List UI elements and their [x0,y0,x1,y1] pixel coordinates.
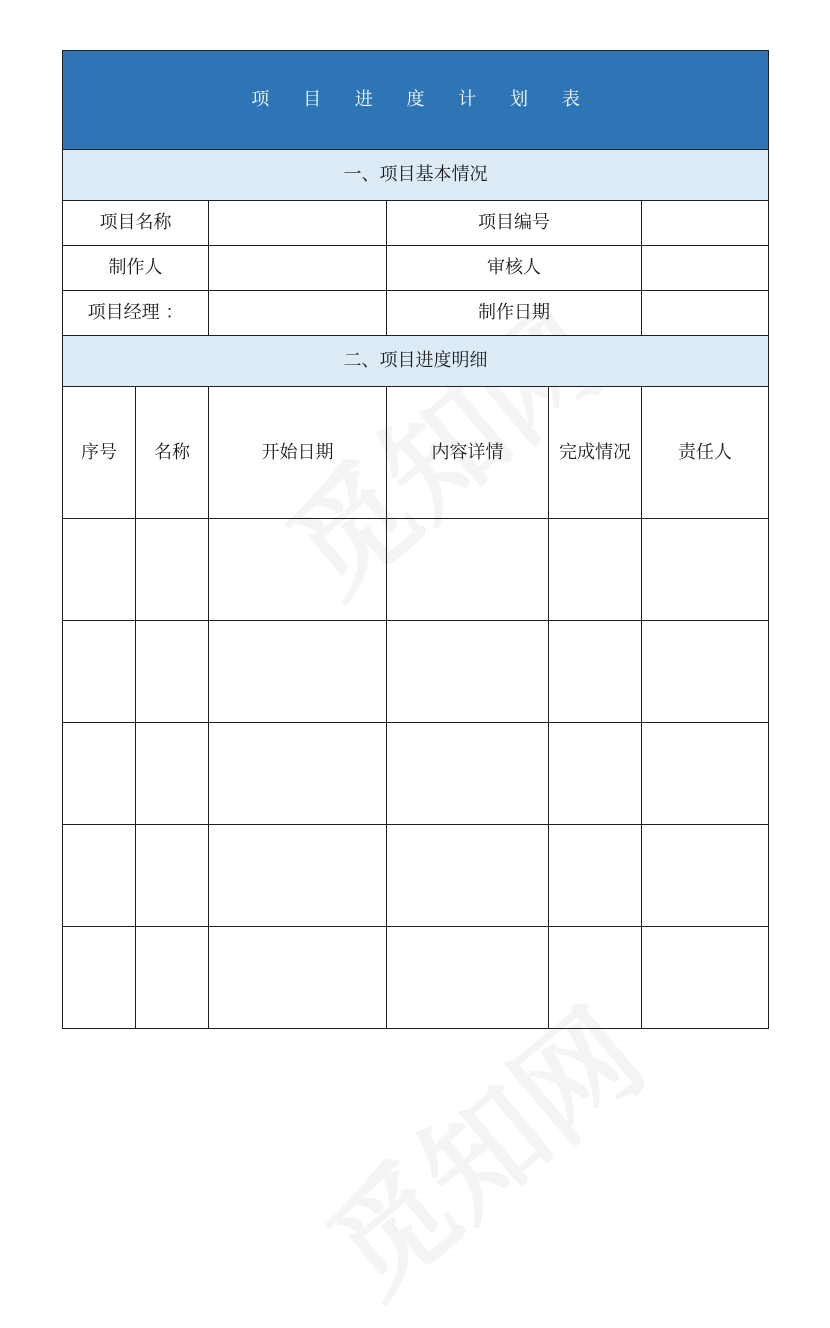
cell-content[interactable] [387,519,549,621]
info-row [63,291,769,336]
cell-start-date[interactable] [209,621,387,723]
label-project-name: 项目名称 [63,201,209,246]
project-progress-table [62,50,769,1029]
cell-name[interactable] [136,621,209,723]
cell-owner[interactable] [642,621,769,723]
cell-status[interactable] [549,825,642,927]
cell-status[interactable] [549,621,642,723]
cell-content[interactable] [387,723,549,825]
cell-status[interactable] [549,723,642,825]
cell-start-date[interactable] [209,723,387,825]
value-project-number[interactable] [642,201,769,246]
table-row [63,723,769,825]
label-created-date: 制作日期 [387,291,642,336]
cell-content[interactable] [387,927,549,1029]
page-title: 项 目 进 度 计 划 表 [63,51,769,150]
cell-status[interactable] [549,519,642,621]
label-project-manager: 项目经理 ： [63,291,209,336]
label-creator: 制作人 [63,246,209,291]
cell-content[interactable] [387,825,549,927]
info-row [63,201,769,246]
cell-status[interactable] [549,927,642,1029]
value-creator[interactable] [209,246,387,291]
cell-index[interactable] [63,723,136,825]
column-header-index: 序号 [63,387,136,519]
section-progress-detail-heading: 二、项目进度明细 [63,336,769,387]
column-header-row [63,387,769,519]
column-header-name: 名称 [136,387,209,519]
cell-content[interactable] [387,621,549,723]
section-basic-info-heading: 一、项目基本情况 [63,150,769,201]
cell-owner[interactable] [642,519,769,621]
cell-owner[interactable] [642,927,769,1029]
column-header-owner: 责任人 [642,387,769,519]
table-row [63,927,769,1029]
cell-owner[interactable] [642,825,769,927]
cell-name[interactable] [136,519,209,621]
column-header-content: 内容详情 [387,387,549,519]
label-project-number: 项目编号 [387,201,642,246]
table-row [63,621,769,723]
table-row [63,519,769,621]
label-reviewer: 审核人 [387,246,642,291]
cell-start-date[interactable] [209,825,387,927]
cell-name[interactable] [136,825,209,927]
cell-name[interactable] [136,927,209,1029]
cell-index[interactable] [63,825,136,927]
table-row [63,825,769,927]
cell-index[interactable] [63,621,136,723]
cell-start-date[interactable] [209,519,387,621]
info-row [63,246,769,291]
value-created-date[interactable] [642,291,769,336]
value-reviewer[interactable] [642,246,769,291]
column-header-status: 完成情况 [549,387,642,519]
cell-index[interactable] [63,927,136,1029]
cell-owner[interactable] [642,723,769,825]
value-project-manager[interactable] [209,291,387,336]
cell-name[interactable] [136,723,209,825]
cell-start-date[interactable] [209,927,387,1029]
value-project-name[interactable] [209,201,387,246]
column-header-start-date: 开始日期 [209,387,387,519]
cell-index[interactable] [63,519,136,621]
